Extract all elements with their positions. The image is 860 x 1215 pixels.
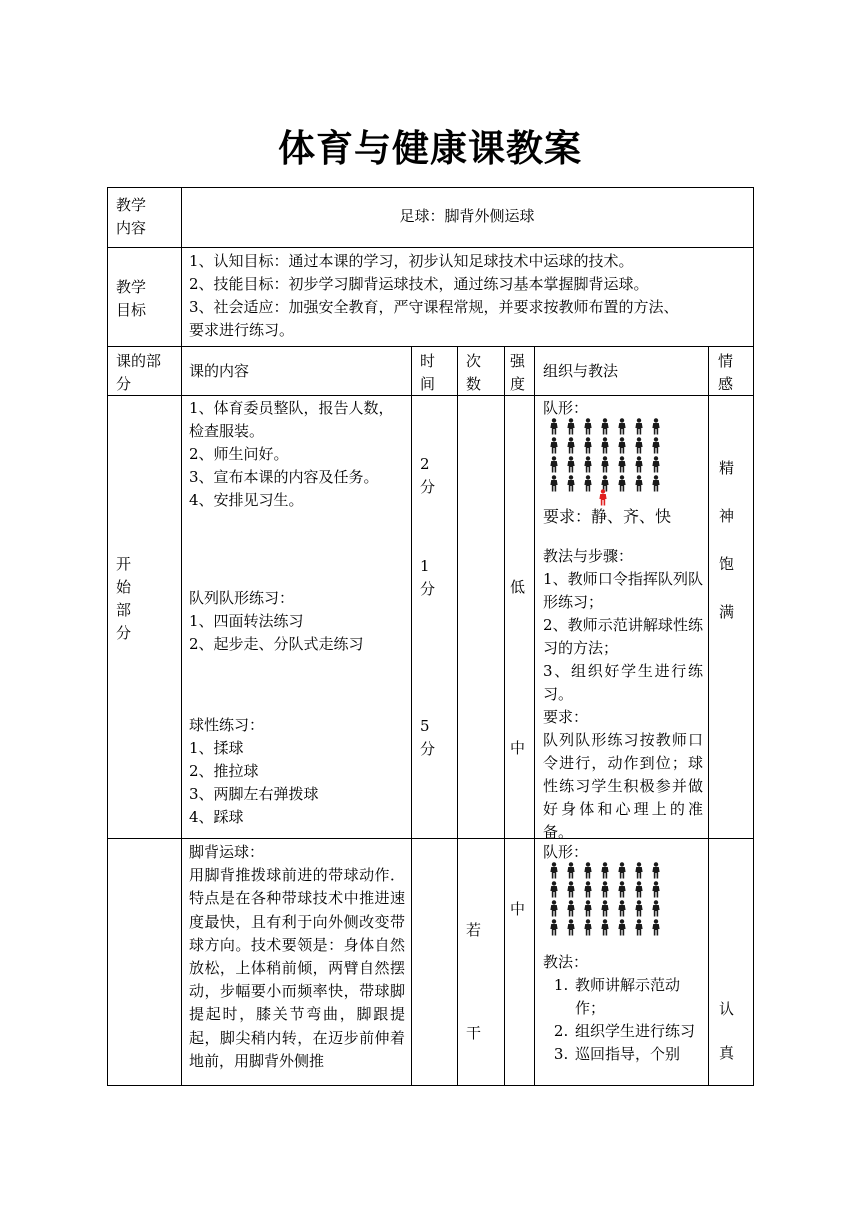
student-figure-icon [583, 881, 593, 898]
section1-formation-label: 队形： [543, 399, 589, 417]
student-figure-icon [617, 475, 627, 492]
student-figure-icon [600, 881, 610, 898]
student-figure-icon [566, 475, 576, 492]
student-figure-icon [583, 862, 593, 879]
student-figure-icon [549, 437, 559, 454]
section1-content-b: 队列队形练习： 1、四面转法练习 2、起步走、分队式走练习 [189, 589, 364, 653]
student-figure-icon [651, 475, 661, 492]
student-figure-icon [617, 437, 627, 454]
student-figure-icon [617, 919, 627, 936]
student-figure-icon [600, 418, 610, 435]
formation-row [549, 919, 661, 938]
student-figure-icon [600, 862, 610, 879]
student-figure-icon [566, 862, 576, 879]
student-figure-icon [566, 456, 576, 473]
student-figure-icon [634, 418, 644, 435]
section2-formation-diagram [545, 862, 661, 940]
student-figure-icon [651, 919, 661, 936]
student-figure-icon [549, 456, 559, 473]
objective-item: 2、技能目标：初步学习脚背运球技术，通过练习基本掌握脚背运球。 [189, 275, 649, 293]
student-figure-icon [549, 862, 559, 879]
header-time: 时 间 [420, 352, 436, 393]
student-figure-icon [583, 475, 593, 492]
student-figure-icon [634, 456, 644, 473]
header-part: 课的部 分 [116, 352, 162, 393]
formation-row [549, 881, 661, 900]
section2-count-b: 干 [466, 1024, 482, 1042]
student-figure-icon [634, 475, 644, 492]
student-figure-icon [583, 418, 593, 435]
section2-emotion-a: 认 [719, 1000, 735, 1018]
section2-formation-label: 队形： [543, 843, 589, 861]
section1-intensity-b: 中 [510, 739, 526, 757]
section2-content: 脚背运球： 用脚背推拨球前进的带球动作．特点是在各种带球技术中推进速度最快，且有利于向外侧改变带球方向。技术要领是：身体自然放松，上体稍前倾，两臂自然摆动，步幅要小而频率快，带球脚提起时，膝关节弯曲，脚跟提起，脚尖稍内转，在迈步前伸着地前，用脚背外侧推 [189, 843, 405, 1070]
student-figure-icon [634, 862, 644, 879]
student-figure-icon [651, 456, 661, 473]
student-figure-icon [583, 456, 593, 473]
content-label: 教学 内容 [116, 196, 147, 237]
section1-content-c: 球性练习： 1、揉球 2、推拉球 3、两脚左右弹拨球 4、踩球 [189, 716, 319, 826]
header-emotion: 情 感 [718, 352, 734, 393]
objective-item: 1、认知目标：通过本课的学习，初步认知足球技术中运球的技术。 [189, 252, 634, 270]
student-figure-icon [600, 900, 610, 917]
student-figure-icon [634, 437, 644, 454]
student-figure-icon [651, 900, 661, 917]
section2-method-label: 教法： [543, 953, 589, 971]
header-intensity: 强 度 [510, 352, 526, 393]
student-figure-icon [617, 862, 627, 879]
formation-row [549, 437, 661, 456]
section2-intensity: 中 [510, 900, 526, 918]
page-title: 体育与健康课教案 [278, 127, 582, 170]
section2-emotion-b: 真 [719, 1044, 735, 1062]
section2-count-a: 若 [466, 921, 482, 939]
objective-item: 3、社会适应：加强安全教育，严守课程常规，并要求按教师布置的方法、 [189, 298, 679, 316]
student-figure-icon [583, 919, 593, 936]
teacher-figure-icon [598, 489, 608, 506]
student-figure-icon [634, 900, 644, 917]
objective-item: 要求进行练习。 [189, 321, 295, 339]
header-content: 课的内容 [189, 362, 250, 380]
student-figure-icon [600, 456, 610, 473]
student-formation [545, 418, 661, 494]
section1-content-a: 1、体育委员整队，报告人数， 检查服装。 2、师生问好。 3、宣布本课的内容及任务。 4、安排见习生。 [189, 399, 394, 509]
section2-steps [543, 974, 705, 1084]
formation-row [549, 456, 661, 475]
section1-emotion: 精 神 饱 满 [719, 459, 735, 621]
student-figure-icon [566, 919, 576, 936]
student-figure-icon [566, 418, 576, 435]
header-count: 次 数 [466, 352, 482, 393]
student-figure-icon [549, 919, 559, 936]
student-figure-icon [566, 881, 576, 898]
student-figure-icon [617, 456, 627, 473]
student-figure-icon [617, 418, 627, 435]
student-figure-icon [583, 900, 593, 917]
content-value: 足球：脚背外侧运球 [399, 207, 535, 225]
student-figure-icon [634, 919, 644, 936]
step-item: 1. 教师讲解示范动作； [573, 974, 705, 1020]
section1-method-text: 教法与步骤： 1、教师口令指挥队列队形练习； 2、教师示范讲解球性练习的方法； 3、组织好学生进行练习。 要求： 队列队形练习按教师口令进行，动作到位；球性练习学生积极参并做好身体和心理上的准备。 [543, 547, 703, 841]
section1-time-a: 2 分 [420, 455, 436, 496]
section1-time-c: 5 分 [420, 717, 436, 758]
student-figure-icon [549, 418, 559, 435]
student-figure-icon [651, 881, 661, 898]
student-figure-icon [651, 862, 661, 879]
formation-row [549, 418, 661, 437]
student-formation [545, 862, 661, 938]
section1-part-label: 开 始 部 分 [116, 555, 132, 642]
objectives-list [189, 250, 751, 342]
student-figure-icon [549, 475, 559, 492]
section1-intensity-a: 低 [510, 578, 526, 596]
formation-row [549, 900, 661, 919]
student-figure-icon [566, 900, 576, 917]
section1-requirement: 要求：静、齐、快 [543, 507, 672, 526]
student-figure-icon [651, 418, 661, 435]
section1-formation-diagram [545, 418, 661, 496]
student-figure-icon [600, 919, 610, 936]
student-figure-icon [651, 437, 661, 454]
section1-time-b: 1 分 [420, 557, 436, 598]
student-figure-icon [566, 437, 576, 454]
student-figure-icon [617, 881, 627, 898]
student-figure-icon [600, 437, 610, 454]
objectives-label: 教学 目标 [116, 278, 147, 319]
student-figure-icon [549, 881, 559, 898]
formation-row [549, 862, 661, 881]
student-figure-icon [549, 900, 559, 917]
step-item: 3. 巡回指导，个别 [573, 1043, 705, 1066]
header-method: 组织与教法 [543, 362, 619, 380]
student-figure-icon [583, 437, 593, 454]
student-figure-icon [634, 881, 644, 898]
step-item: 2. 组织学生进行练习 [573, 1020, 705, 1043]
student-figure-icon [617, 900, 627, 917]
